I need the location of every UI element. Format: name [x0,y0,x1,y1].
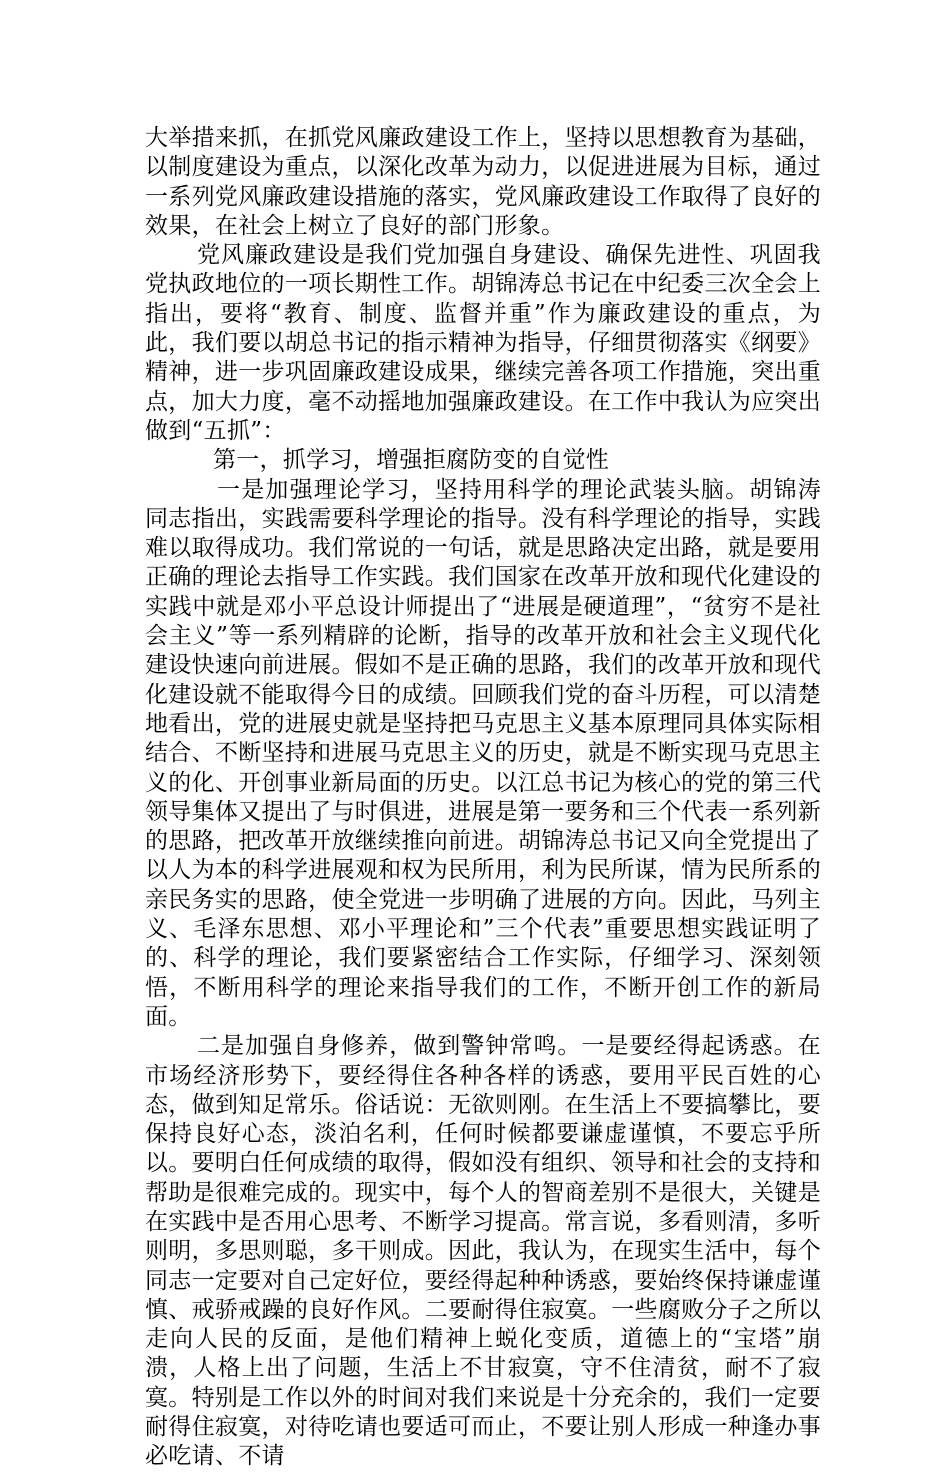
document-page [145,124,821,1472]
section-heading-study: 第一，抓学习，增强拒腐防变的自觉性 [213,447,610,474]
paragraph-theory-study: 一是加强理论学习，坚持用科学的理论武装头脑。胡锦涛同志指出，实践需要科学理论的指导。没有科学理论的指导，实践难以取得成功。我们常说的一句话，就是思路决定出路，就是要用正确的理论去指导工作实践。我们国家在改革开放和现代化建设的实践中就是邓小平总设计师提出了“进展是硬道理”，“贫穷不是社会主义”等一系列精辟的论断，指导的改革开放和社会主义现代化建设快速向前进展。假如不是正确的思路，我们的改革开放和现代化建设就不能取得今日的成绩。回顾我们党的奋斗历程，可以清楚地看出，党的进展史就是坚持把马克思主义基本原理同具体实际相结合、不断坚持和进展马克思主义的历史，就是不断实现马克思主义的化、开创事业新局面的历史。以江总书记为核心的党的第三代领导集体又提出了与时俱进，进展是第一要务和三个代表一系列新的思路，把改革开放继续推向前进。胡锦涛总书记又向全党提出了以人为本的科学进展观和权为民所用，利为民所谋，情为民所系的亲民务实的思路，使全党进一步明确了进展的方向。因此，马列主义、毛泽东思想、邓小平理论和”三个代表”重要思想实践证明了的、科学的理论，我们要紧密结合工作实际，仔细学习、深刻领悟，不断用科学的理论来指导我们的工作，不断开创工作的新局面。 [145,476,821,1030]
paragraph-party-building: 党风廉政建设是我们党加强自身建设、确保先进性、巩固我党执政地位的一项长期性工作。胡锦涛总书记在中纪委三次全会上指出，要将“教育、制度、监督并重”作为廉政建设的重点，为此，我们要以胡总书记的指示精神为指导，仔细贯彻落实《纲要》精神，进一步巩固廉政建设成果，继续完善各项工作措施，突出重点，加大力度，毫不动摇地加强廉政建设。在工作中我认为应突出做到“五抓”： [145,242,821,444]
paragraph-intro: 大举措来抓，在抓党风廉政建设工作上，坚持以思想教育为基础，以制度建设为重点，以深化改革为动力，以促进进展为目标，通过一系列党风廉政建设措施的落实，党风廉政建设工作取得了良好的效果，在社会上树立了良好的部门形象。 [145,125,821,239]
paragraph-self-cultivation: 二是加强自身修养，做到警钟常鸣。一是要经得起诱惑。在市场经济形势下，要经得住各种各样的诱惑，要用平民百姓的心态，做到知足常乐。俗话说：无欲则刚。在生活上不要搞攀比，要保持良好心态，淡泊名利，任何时候都要谦虚谨慎，不要忘乎所以。要明白任何成绩的取得，假如没有组织、领导和社会的支持和帮助是很难完成的。现实中，每个人的智商差别不是很大，关键是在实践中是否用心思考、不断学习提高。常言说，多看则清，多听则明，多思则聪，多干则成。因此，我认为，在现实生活中，每个同志一定要对自己定好位，要经得起种种诱惑，要始终保持谦虚谨慎、戒骄戒躁的良好作风。二要耐得住寂寞。一些腐败分子之所以走向人民的反面，是他们精神上蜕化变质，道德上的“宝塔”崩溃，人格上出了问题，生活上不甘寂寞，守不住清贫，耐不了寂寞。特别是工作以外的时间对我们来说是十分充余的，我们一定要耐得住寂寞，对待吃请也要适可而止，不要让别人形成一种逢办事必吃请、不请 [145,1033,821,1470]
